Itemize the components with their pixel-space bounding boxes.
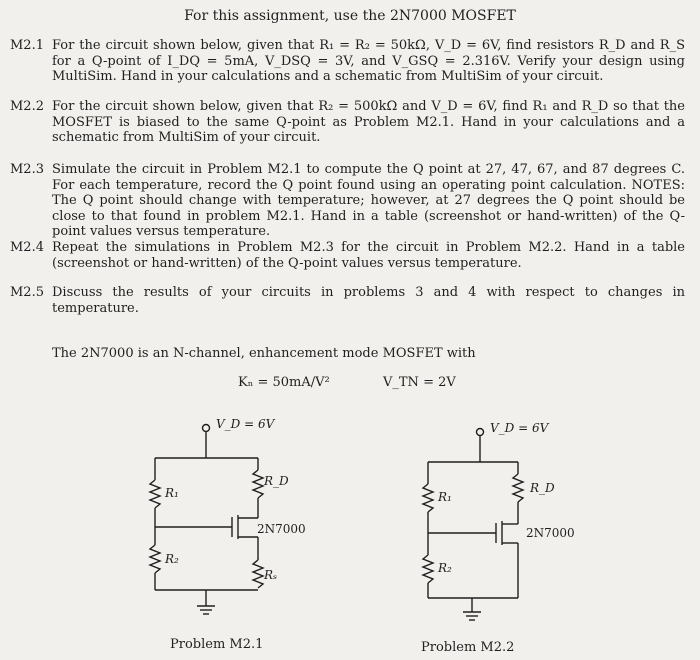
vd-label: V_D = 6V xyxy=(216,417,275,431)
vtn-param: V_TN = 2V xyxy=(383,375,456,390)
problem-text: For the circuit shown below, given that R₁ = R₂ = 50kΩ, V_D = 6V, find resistors R_D and R_S for a Q-point of I_DQ = 5mA, V_DSQ = 3V, and V_GSQ = 2.316V. Verify your design using MultiSim. Hand in your calculations and a schematic from MultiSim of your circuit. xyxy=(52,38,685,84)
problem-number: M2.2 xyxy=(10,99,44,114)
circuit-m2-1 xyxy=(150,425,263,615)
problem-text: Repeat the simulations in Problem M2.3 for the circuit in Problem M2.2. Hand in a table (screenshot or hand-written) of the Q-point values versus temperature. xyxy=(52,240,685,271)
rs-resistor xyxy=(253,560,263,588)
kn-param: Kₙ = 50mA/V² xyxy=(238,375,330,390)
problem-number: M2.4 xyxy=(10,240,44,255)
problem-number: M2.1 xyxy=(10,38,44,53)
r1-label: R₁ xyxy=(438,490,452,504)
r2-resistor xyxy=(150,545,160,573)
rd-resistor xyxy=(513,474,523,502)
part-label: 2N7000 xyxy=(257,522,306,536)
device-note: The 2N7000 is an N-channel, enhancement mode MOSFET with xyxy=(52,346,476,361)
caption-m2-2: Problem M2.2 xyxy=(421,640,515,655)
rd-label: R_D xyxy=(530,481,555,495)
r2-resistor xyxy=(423,555,433,583)
caption-m2-1: Problem M2.1 xyxy=(170,637,264,652)
r1-resistor xyxy=(150,480,160,508)
problem-text: Discuss the results of your circuits in problems 3 and 4 with respect to changes in temperature. xyxy=(52,285,685,316)
problem-text: Simulate the circuit in Problem M2.1 to compute the Q point at 27, 47, 67, and 87 degrees C. For each temperature, record the Q point found using an operating point calculation. NOTES: The Q point should change with temperature; however, at 27 degrees the Q point should be close to that found in problem M2.1. Hand in a table (screenshot or hand-written) of the Q-point values versus temperature. xyxy=(52,162,685,239)
part-label: 2N7000 xyxy=(526,526,575,540)
r1-resistor xyxy=(423,484,433,512)
r2-label: R₂ xyxy=(438,561,452,575)
circuit-m2-2 xyxy=(423,429,523,621)
rs-label: Rₛ xyxy=(264,568,278,582)
rd-label: R_D xyxy=(264,474,289,488)
problem-text: For the circuit shown below, given that R₂ = 500kΩ and V_D = 6V, find R₁ and R_D so that the MOSFET is biased to the same Q-point as Problem M2.1. Hand in your calculations and a schematic from MultiSim of your circuit. xyxy=(52,99,685,145)
problem-number: M2.3 xyxy=(10,162,44,177)
rd-resistor xyxy=(253,470,263,498)
vd-label: V_D = 6V xyxy=(490,421,549,435)
r1-label: R₁ xyxy=(165,486,179,500)
r2-label: R₂ xyxy=(165,552,179,566)
supply-node xyxy=(477,429,484,436)
supply-node xyxy=(203,425,210,432)
page-heading: For this assignment, use the 2N7000 MOSFET xyxy=(184,8,516,24)
problem-number: M2.5 xyxy=(10,285,44,300)
